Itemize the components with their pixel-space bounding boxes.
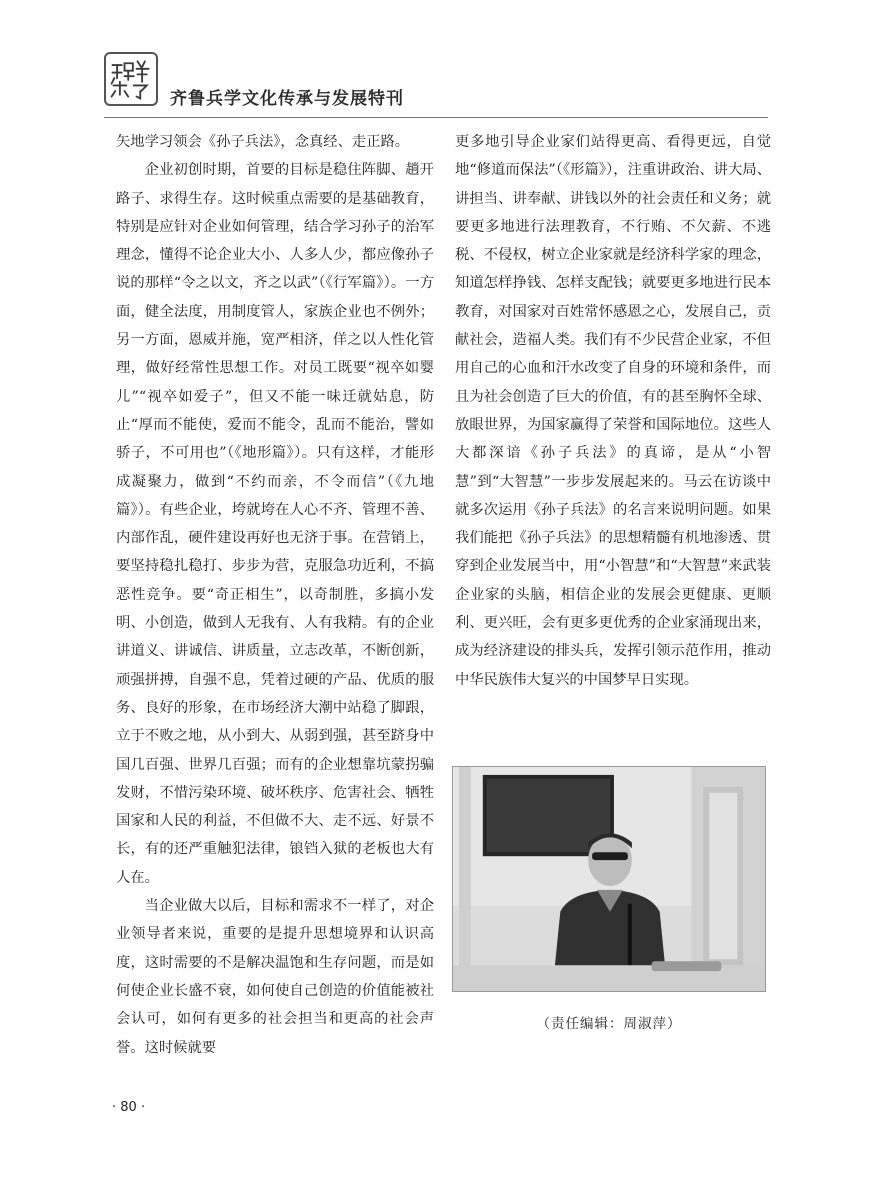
page-header [104,44,768,116]
right-text-column [455,128,771,694]
left-text-column [116,128,434,1062]
journal-logo [104,52,158,106]
paragraph-2: 企业初创时期，首要的目标是稳住阵脚、趟开路子、求得生存。这时候重点需要的是基础教育，特别是应针对企业如何管理，结合学习孙子的治军理念，懂得不论企业大小、人多人少，都应像孙子说的那样“令之以文，齐之以武”（《行军篇》）。一方面，健全法度，用制度管人，家族企业也不例外；另一方面，恩威并施，宽严相济，佯之以人性化管理，做好经常性思想工作。对员工既要“视卒如婴儿”“视卒如爱子”，但又不能一味迁就姑息，防止“厚而不能使，爱而不能令，乱而不能治，譬如骄子，不可用也”（《地形篇》）。只有这样，才能形成凝聚力，做到“不约而亲，不令而信”（《九地篇》）。有些企业，垮就垮在人心不齐、管理不善、内部作乱，硬件建设再好也无济于事。在营销上，要坚持稳扎稳打、步步为营，克服急功近利，不搞恶性竞争。要“奇正相生”，以奇制胜，多搞小发明、小创造，做到人无我有、人有我精。有的企业讲道义、讲诚信、讲质量，立志改革，不断创新，顽强拼搏，自强不息，凭着过硬的产品、优质的服务、良好的形象，在市场经济大潮中站稳了脚跟，立于不败之地，从小到大、从弱到强，甚至跻身中国几百强、世界几百强；而有的企业想靠坑蒙拐骗发财，不惜污染环境、破坏秩序、危害社会、牺牲国家和人民的利益，不但做不大、走不远、好景不长，有的还严重触犯法律，锒铛入狱的老板也大有人在。 [116,162,434,886]
photo-caption-editor-credit: （责任编辑：周淑萍） [536,1016,682,1032]
speaker-photo-image [453,767,765,991]
paragraph-3: 当企业做大以后，目标和需求不一样了，对企业领导者来说，重要的是提升思想境界和认识高度，这时需要的不是解决温饱和生存问题，而是如何使企业长盛不衰，如何使自己创造的价值能被社会认可，如何有更多的社会担当和更高的社会声誉。这时候就要 [116,898,434,1056]
header-divider [104,117,768,118]
speaker-photo [452,766,766,992]
paragraph-1: 矢地学习领会《孙子兵法》，念真经、走正路。 [116,134,410,150]
journal-logo-mark [106,54,156,104]
page-number: · 80 · [112,1100,146,1115]
journal-special-issue-title: 齐鲁兵学文化传承与发展特刊 [170,89,404,109]
paragraph-4: 更多地引导企业家们站得更高、看得更远，自觉地“修道而保法”（《形篇》），注重讲政治、讲大局、讲担当、讲奉献、讲钱以外的社会责任和义务；就要更多地进行法理教育，不行贿、不欠薪、不逃税、不侵权，树立企业家就是经济科学家的理念，知道怎样挣钱、怎样支配钱；就要更多地进行民本教育，对国家对百姓常怀感恩之心，发展自己，贡献社会，造福人类。我们有不少民营企业家，不但用自己的心血和汗水改变了自身的环境和条件，而且为社会创造了巨大的价值，有的甚至胸怀全球、放眼世界，为国家赢得了荣誉和国际地位。这些人大都深谙《孙子兵法》的真谛，是从“小智慧”到“大智慧”一步步发展起来的。马云在访谈中就多次运用《孙子兵法》的名言来说明问题。如果我们能把《孙子兵法》的思想精髓有机地渗透、贯穿到企业发展当中，用“小智慧”和“大智慧”来武装企业家的头脑，相信企业的发展会更健康、更顺利、更兴旺，会有更多更优秀的企业家涌现出来，成为经济建设的排头兵，发挥引领示范作用，推动中华民族伟大复兴的中国梦早日实现。 [455,134,771,688]
